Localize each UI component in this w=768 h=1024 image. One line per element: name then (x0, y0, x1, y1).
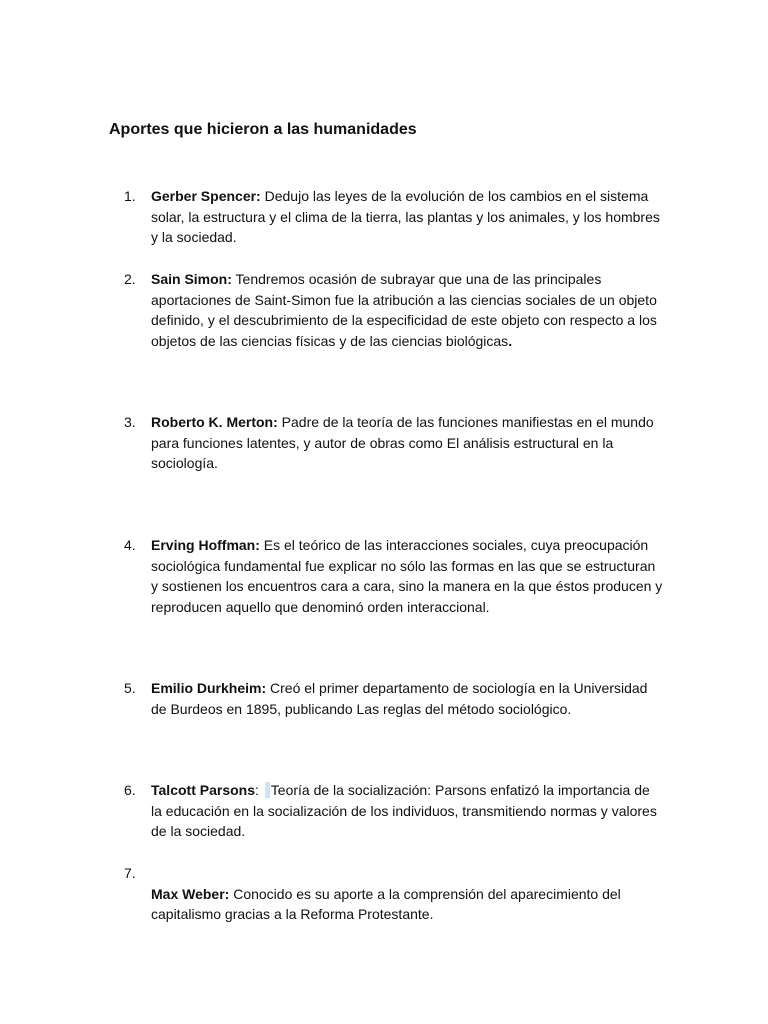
author-name: Max Weber: (151, 885, 230, 902)
list-item (124, 678, 664, 719)
list-number: 4. (124, 537, 136, 553)
list-item (124, 269, 664, 352)
list-item-body (151, 186, 664, 248)
author-contribution: Padre de la teoría de las funciones manifiestas en el mundo para funciones latentes, y autor de obras como El análisis estructural en la sociología. (151, 414, 654, 472)
list-number: 7. (124, 865, 136, 881)
list-number: 2. (124, 271, 136, 287)
list-item-body (151, 535, 664, 618)
list-number: 6. (124, 782, 136, 798)
author-name: Gerber Spencer: (151, 188, 261, 204)
list-item (124, 535, 664, 618)
document-title: Aportes que hicieron a las humanidades (109, 121, 417, 138)
list-item (124, 412, 664, 474)
author-contribution: Dedujo las leyes de la evolución de los cambios en el sistema solar, la estructura y el clima de la tierra, las plantas y los animales, y los hombres y la sociedad. (151, 188, 660, 246)
author-contribution: Teoría de la socialización: Parsons enfatizó la importancia de la educación en la socialización de los individuos, transmitiendo normas y valores de la sociedad. (151, 782, 657, 840)
list-item-body (151, 269, 664, 352)
author-name: Roberto K. Merton: (151, 414, 278, 430)
trailing-period: . (508, 333, 513, 350)
list-number: 3. (124, 414, 136, 430)
list-item-body (151, 780, 664, 842)
list-item-body (151, 884, 664, 925)
author-name: Erving Hoffman: (151, 537, 260, 553)
name-separator: : (255, 782, 263, 798)
author-name: Emilio Durkheim: (151, 680, 267, 696)
author-name: Sain Simon: (151, 271, 232, 287)
author-contribution: Creó el primer departamento de sociología en la Universidad de Burdeos en 1895, publicando Las reglas del método sociológico. (151, 680, 648, 717)
list-item-body (151, 412, 664, 474)
author-contribution: Es el teórico de las interacciones sociales, cuya preocupación sociológica fundamental fue explicar no sólo las formas en las que se estructuran y sostienen los encuentros cara a cara, sino la manera en la que éstos producen y reproducen aquello que denominó orden interaccional. (151, 537, 663, 616)
list-item (124, 186, 664, 248)
list-item-body (151, 678, 664, 719)
text-cursor (265, 782, 270, 798)
author-name: Talcott Parsons (151, 782, 255, 798)
list-number: 1. (124, 188, 136, 204)
author-contribution: Conocido es su aporte a la comprensión del aparecimiento del capitalismo gracias a la Reforma Protestante. (151, 885, 621, 923)
list-number: 5. (124, 680, 136, 696)
list-item (124, 863, 664, 925)
list-item (124, 780, 664, 842)
author-contribution: Tendremos ocasión de subrayar que una de las principales aportaciones de Saint-Simon fue la atribución a las ciencias sociales de un objeto definido, y el descubrimiento de la especificidad de este objeto con respecto a los objetos de las ciencias físicas y de las ciencias biológicas (151, 271, 657, 350)
